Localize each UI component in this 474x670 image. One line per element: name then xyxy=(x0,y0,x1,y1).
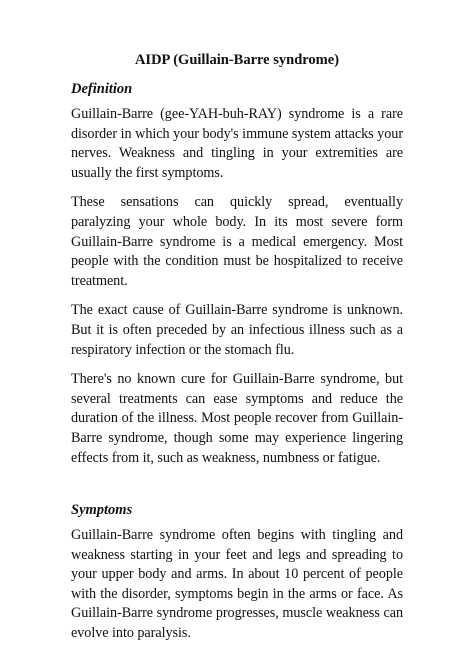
document-title: AIDP (Guillain-Barre syndrome) xyxy=(134,52,340,68)
section-spacer xyxy=(71,478,403,500)
symptoms-paragraph-1: Guillain-Barre syndrome often begins with tingling and weakness starting in your feet and legs and spreading to your upper body and arms. In about 10 percent of people with the disorder, symptoms begin in the arms or face. As Guillain-Barre syndrome progresses, muscle weakness can evolve into paralysis. xyxy=(71,527,403,642)
definition-heading: Definition xyxy=(71,81,133,97)
definition-paragraph-3: The exact cause of Guillain-Barre syndrome is unknown. But it is often preceded by an infectious illness such as a respiratory infection or the stomach flu. xyxy=(71,302,403,358)
definition-paragraph-2: These sensations can quickly spread, eventually paralyzing your whole body. In its most severe form Guillain-Barre syndrome is a medical emergency. Most people with the condition must be hospitalized to receive treatment. xyxy=(71,194,403,289)
definition-paragraph-4: There's no known cure for Guillain-Barre syndrome, but several treatments can ease symptoms and reduce the duration of the illness. Most people recover from Guillain-Barre syndrome, though some may experience lingering effects from it, such as weakness, numbness or fatigue. xyxy=(71,371,403,466)
symptoms-heading: Symptoms xyxy=(71,502,133,519)
definition-paragraph-1: Guillain-Barre (gee-YAH-buh-RAY) syndrome is a rare disorder in which your body's immune system attacks your nerves. Weakness and tingling in your extremities are usually the first symptoms. xyxy=(71,106,403,181)
document-page xyxy=(71,50,403,654)
